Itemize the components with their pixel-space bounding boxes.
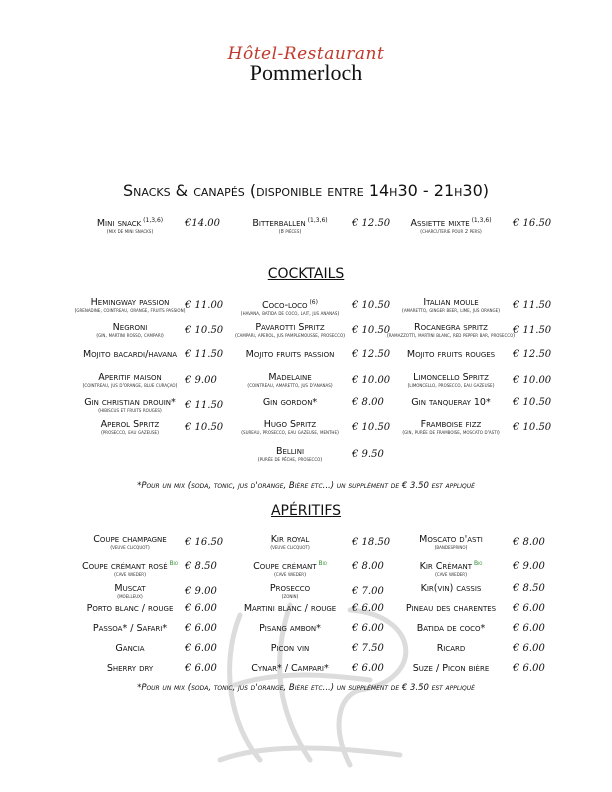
menu-item-name: Limoncello Spritz (limoncello, prosecco, eau gazeuse) [376,372,526,389]
menu-item-name: Framboise fizz (gin, purée de framboise, moscato d'asti) [376,419,526,436]
menu-item-name: Coupe champagne (veuve clicquot) [55,534,205,551]
menu-item-description: (cave wieder) [434,572,468,579]
menu-item-price: € 7.00 [352,586,384,597]
menu-item-name: Bellini (purée de pêche, prosecco) [215,446,365,463]
menu-item-description: (cave wieder) [273,572,307,579]
menu-item-name: Coupe crémant $^{Bio}$ (cave wieder) [215,558,365,578]
menu-item-price: € 6.00 [513,603,545,614]
menu-item-price: € 8.50 [513,583,545,594]
menu-item-price: €14.00 [185,218,220,229]
menu-item-name: Suze / Picon bière [412,663,490,674]
menu-item-price: € 16.50 [513,218,552,229]
menu-item-name: Pisang ambon* [259,623,321,634]
menu-item-name: Passoa* / Safari* [92,623,168,634]
menu-item-description: (amaretto, ginger beer, lime, jus orange) [401,308,501,314]
menu-item-price: € 11.50 [513,300,552,311]
menu-item-price: € 8.00 [513,537,545,548]
menu-item-name: Kir Crémant $^{Bio}$ (cave wieder) [376,558,526,578]
logo-script: Hôtel-Restaurant [227,44,385,64]
menu-item-description: (grenadine, cointreau, orange, fruits passion) [74,308,186,314]
menu-item-name: Mojito fruits rouges [406,349,496,360]
menu-item-name: Hemingway passion (grenadine, cointreau, orange, fruits passion) [55,297,205,314]
menu-item-price: € 10.50 [352,300,391,311]
menu-item-price: € 10.50 [185,422,224,433]
menu-item-description: (cointreau, jus d'orange, blue curaçao) [82,383,178,389]
menu-item-name: Gin christian drouin* (hibiscus et fruits rouges) [55,397,205,414]
menu-item-name: Pineau des charentes [405,603,497,614]
menu-item-price: € 6.00 [185,603,217,614]
menu-item-name: Coupe crémant rosé $^{Bio}$ (cave wieder) [55,558,205,578]
menu-item-name: Batida de coco* [416,623,486,634]
menu-item-price: € 10.50 [352,422,391,433]
menu-item-price: € 9.50 [352,449,384,460]
menu-item-description: (veuve clicquot) [110,545,150,551]
menu-item-price: € 11.50 [513,325,552,336]
menu-item-description: (purée de pêche, prosecco) [257,457,323,463]
aperitifs-title: APÉRITIFS [270,503,342,519]
menu-item-price: € 10.50 [352,325,391,336]
menu-item-price: € 12.50 [513,349,552,360]
menu-item-price: € 11.50 [185,349,224,360]
menu-item-name: Cynar* / Campari* [251,663,329,674]
menu-item-name: Mojito bacardi/havana [82,349,178,360]
menu-item-description: (limoncello, prosecco, eau gazeuse) [407,383,495,389]
menu-item-price: € 6.00 [513,663,545,674]
menu-item-description: (zonin) [281,594,299,600]
menu-item-description: (havana, batida de coco, lait, jus ananas) [240,311,340,318]
menu-item-description: (gin, purée de framboise, moscato d'asti) [402,430,500,436]
menu-item-description: (ramazzotti, martini blanc, red pepper bar, prosecco) [386,333,516,339]
logo-name: Pommerloch [249,60,363,85]
menu-item-name: Aperitif maison (cointreau, jus d'orange, blue curaçao) [55,372,205,389]
menu-item-price: € 11.50 [185,400,224,411]
menu-item-description: (8 pièces) [278,229,302,236]
menu-item-name: Martini blanc / rouge [243,603,337,614]
aperitifs-note: *Pour un mix (soda, tonic, jus d'orange, Bière etc...) un supplément de € 3.50 est appliqué [137,683,475,693]
menu-item-name: Coco-loco $^{(6)}$ (havana, batida de coco, lait, jus ananas) [215,297,365,317]
menu-item-price: € 12.50 [352,349,391,360]
menu-item-name: Madelaine (cointreau, amaretto, jus d'ananas) [215,372,365,389]
menu-item-name: Moscato d'asti (bandesprino) [376,534,526,551]
menu-item-name: Gancia [115,643,145,654]
menu-item-description: (hibiscus et fruits rouges) [98,408,162,414]
menu-item-price: € 6.00 [352,623,384,634]
menu-item-name: Hugo Spritz (sureau, prosecco, eau gazeuse, menthe) [215,419,365,436]
cocktails-note: *Pour un mix (soda, tonic, jus d'orange, Bière etc...) un supplément de € 3.50 est appliqué [137,481,475,491]
menu-item-description: (bandesprino) [434,545,468,551]
menu-item-description: (gin, martini rosso, campari) [96,333,164,339]
menu-item-price: € 7.50 [352,643,384,654]
menu-item-price: € 11.00 [185,300,224,311]
menu-item-price: € 6.00 [185,643,217,654]
menu-item-name: Negroni (gin, martini rosso, campari) [55,322,205,339]
menu-item-name: Picon vin [270,643,310,654]
menu-item-price: € 10.00 [513,375,552,386]
menu-item-name: Mojito fruits passion [245,349,335,360]
menu-item-description: (prosecco, eau gazeuse) [100,430,160,436]
menu-item-description: (campari, aperol, jus pamplemousse, prosecco) [234,333,346,339]
menu-item-price: € 10.00 [352,375,391,386]
menu-item-name: Italian moule (amaretto, ginger beer, lime, jus orange) [376,297,526,314]
menu-item-name: Ricard [436,643,466,654]
menu-item-name: Sherry dry [106,663,154,674]
menu-item-description: (sureau, prosecco, eau gazeuse, menthe) [241,430,339,436]
menu-item-name: Gin tanqueray 10* [411,397,491,408]
menu-item-price: € 9.00 [513,561,545,572]
menu-item-price: € 6.00 [352,603,384,614]
menu-item-price: € 10.50 [513,422,552,433]
menu-item-description: (mix de mini snacks) [106,229,154,236]
menu-item-price: € 12.50 [352,218,391,229]
menu-item-price: € 6.00 [185,623,217,634]
menu-item-price: € 6.00 [352,663,384,674]
menu-item-name: Gin gordon* [262,397,318,408]
menu-item-price: € 18.50 [352,537,391,548]
menu-item-name: Prosecco (zonin) [215,583,365,600]
menu-item-name: Bitterballen $^{(1,3,6)}$ (8 pièces) [215,215,365,235]
menu-item-name: Aperol Spritz (prosecco, eau gazeuse) [55,419,205,436]
menu-item-price: € 10.50 [513,397,552,408]
menu-item-price: € 9.00 [185,586,217,597]
menu-item-description: (cointreau, amaretto, jus d'ananas) [247,383,333,389]
menu-item-name: Kir(vin) cassis [420,583,482,594]
menu-item-name: Assiette mixte $^{(1,3,6)}$ (charcuterie pour 2 pers) [376,215,526,235]
menu-item-description: (moelleux) [117,594,143,600]
cocktails-title: COCKTAILS [267,266,345,282]
menu-item-name: Rocanegra spritz (ramazzotti, martini blanc, red pepper bar, prosecco) [376,322,526,339]
menu-item-price: € 6.00 [185,663,217,674]
menu-item-price: € 9.00 [185,375,217,386]
menu-item-description: (veuve clicquot) [270,545,310,551]
menu-item-description: (charcuterie pour 2 pers) [420,229,482,236]
menu-item-price: € 6.00 [513,623,545,634]
menu-item-price: € 16.50 [185,537,224,548]
menu-item-name: Porto blanc / rouge [86,603,174,614]
menu-item-name: Mini snack $^{(1,3,6)}$ (mix de mini snacks) [55,215,205,235]
snacks-title: Snacks & canapés (disponible entre 14h30 - 21h30) [122,181,489,200]
menu-item-description: (cave wieder) [113,572,147,579]
menu-item-name: Muscat (moelleux) [55,583,205,600]
menu-item-name: Kir royal (veuve clicquot) [215,534,365,551]
menu-item-price: € 10.50 [185,325,224,336]
menu-item-price: € 8.00 [352,561,384,572]
menu-item-price: € 8.00 [352,397,384,408]
menu-item-price: € 8.50 [185,561,217,572]
menu-item-price: € 6.00 [513,643,545,654]
menu-item-name: Pavarotti Spritz (campari, aperol, jus pamplemousse, prosecco) [215,322,365,339]
